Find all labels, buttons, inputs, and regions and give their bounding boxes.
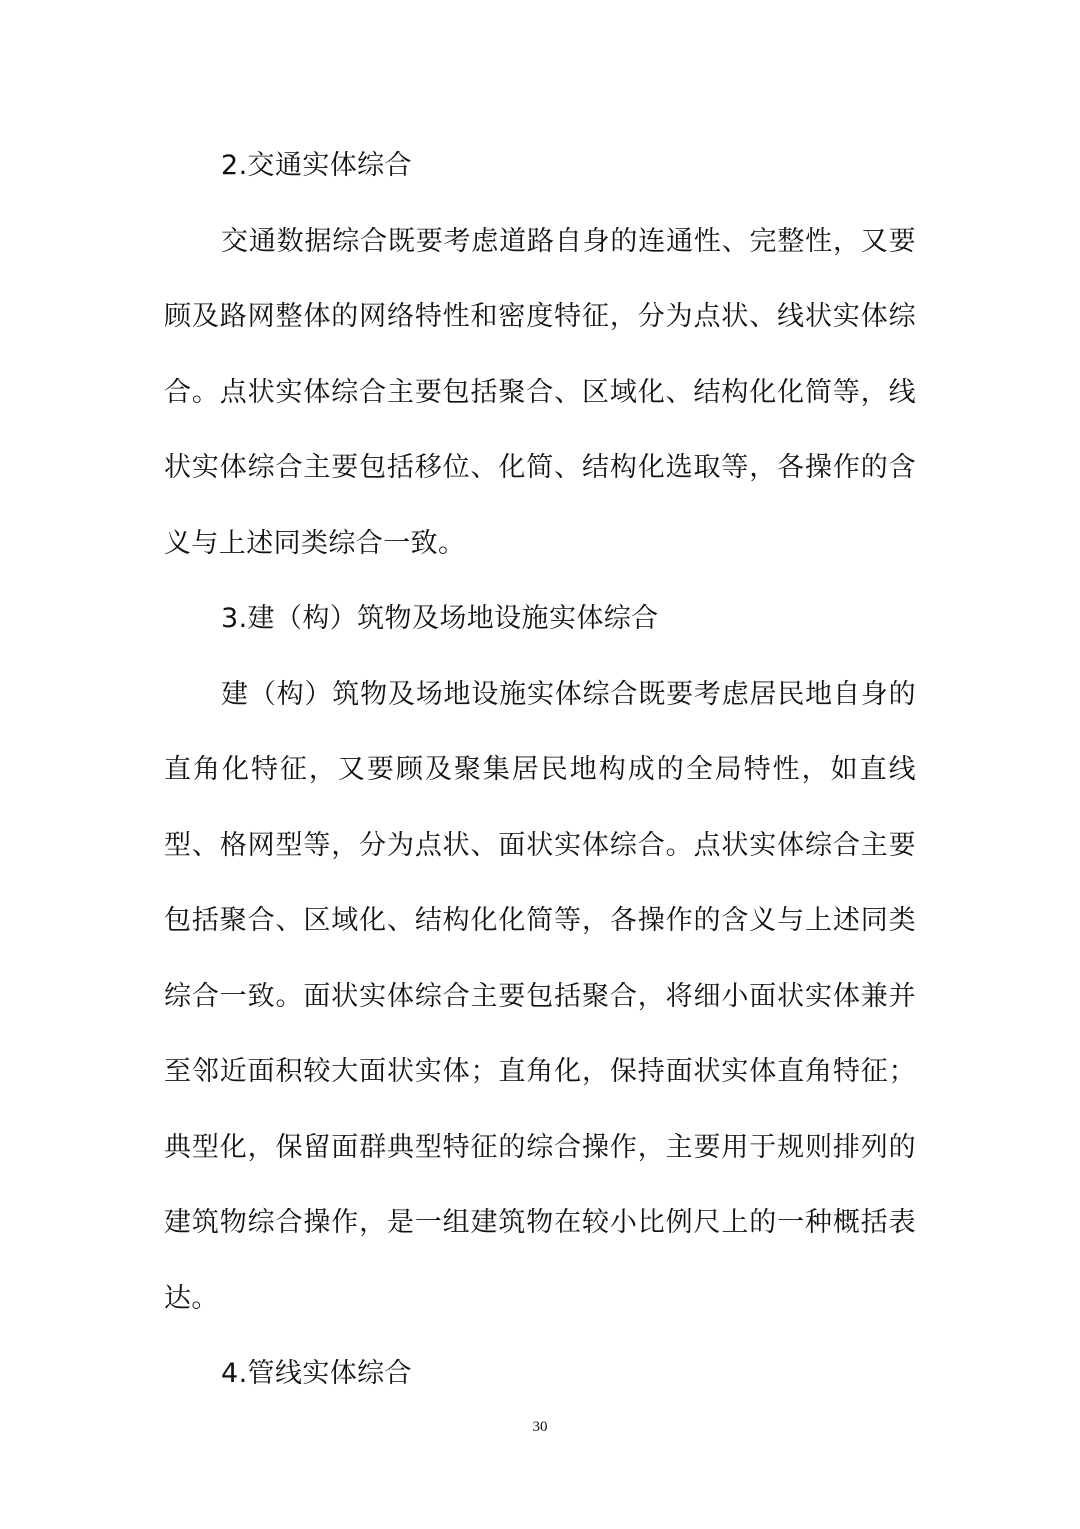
section-heading-pipelines: 4.管线实体综合	[221, 1358, 412, 1389]
page-number: 30	[532, 1419, 548, 1435]
paragraph-traffic: 交通数据综合既要考虑道路自身的连通性、完整性，又要顾及路网整体的网络特性和密度特征，分为点状、线状实体综合。点状实体综合主要包括聚合、区域化、结构化化简等，线状实体综合主要包括移位、化简、结构化选取等，各操作的含义与上述同类综合一致。	[164, 225, 916, 559]
section-heading-buildings: 3.建（构）筑物及场地设施实体综合	[221, 603, 659, 634]
section-heading-traffic: 2.交通实体综合	[221, 150, 412, 181]
body-text	[164, 128, 916, 1412]
paragraph-buildings: 建（构）筑物及场地设施实体综合既要考虑居民地自身的直角化特征，又要顾及聚集居民地构成的全局特性，如直线型、格网型等，分为点状、面状实体综合。点状实体综合主要包括聚合、区域化、结构化化简等，各操作的含义与上述同类综合一致。面状实体综合主要包括聚合，将细小面状实体兼并至邻近面积较大面状实体；直角化，保持面状实体直角特征；典型化，保留面群典型特征的综合操作，主要用于规则排列的建筑物综合操作，是一组建筑物在较小比例尺上的一种概括表达。	[164, 678, 916, 1314]
